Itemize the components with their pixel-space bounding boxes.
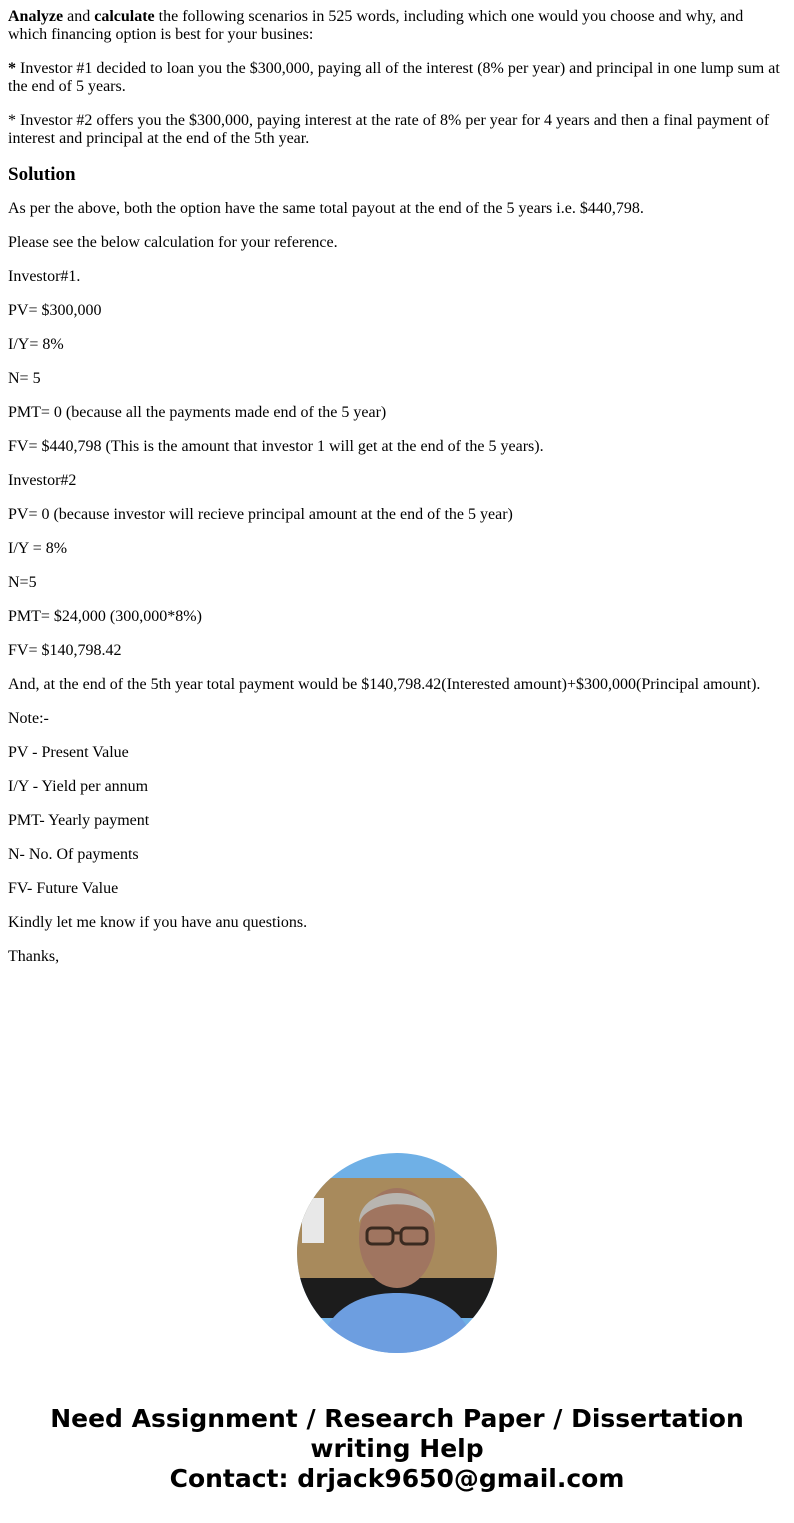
solution-paragraph: Note:- (8, 710, 49, 727)
solution-paragraph: PMT- Yearly payment (8, 812, 150, 829)
solution-paragraph: N=5 (8, 574, 37, 591)
solution-paragraph: Please see the below calculation for your reference. (8, 234, 338, 251)
intro-rest: the following scenarios in 525 words, including which one would you choose and why, and which financing option is best for your busines: (8, 8, 744, 43)
solution-paragraph: FV= $140,798.42 (8, 642, 122, 659)
solution-paragraph: I/Y = 8% (8, 540, 68, 557)
author-avatar (297, 1153, 497, 1353)
banner-contact: Contact: drjack9650@gmail.com (169, 1464, 625, 1493)
bold-analyze: Analyze (8, 8, 64, 25)
solution-paragraph: N= 5 (8, 370, 41, 387)
banner-headline: Need Assignment / Research Paper / Dissertation writing Help (50, 1404, 744, 1463)
question-intro (8, 8, 786, 44)
solution-paragraph: FV= $440,798 (This is the amount that investor 1 will get at the end of the 5 years). (8, 438, 544, 455)
question-bullet-1 (8, 60, 786, 96)
solution-paragraph: Investor#1. (8, 268, 81, 285)
intro-mid: and (63, 8, 95, 25)
solution-paragraph: N- No. Of payments (8, 846, 139, 863)
solution-paragraph: I/Y - Yield per annum (8, 778, 149, 795)
solution-paragraph: FV- Future Value (8, 880, 119, 897)
solution-paragraph: PV= 0 (because investor will recieve principal amount at the end of the 5 year) (8, 506, 513, 523)
solution-paragraph: As per the above, both the option have the same total payout at the end of the 5 years i.e. $440,798. (8, 200, 644, 217)
solution-paragraph: I/Y= 8% (8, 336, 64, 353)
bold-calculate: calculate (94, 8, 155, 25)
solution-paragraph: Kindly let me know if you have anu questions. (8, 914, 308, 931)
solution-paragraph: And, at the end of the 5th year total payment would be $140,798.42(Interested amount)+$300,000(Principal amount). (8, 676, 761, 693)
solution-paragraph: PV= $300,000 (8, 302, 102, 319)
contact-banner (0, 1404, 794, 1494)
bullet-star: * (8, 60, 16, 77)
solution-paragraph: Investor#2 (8, 472, 77, 489)
avatar-photo (297, 1153, 497, 1353)
solution-paragraph: PMT= 0 (because all the payments made end of the 5 year) (8, 404, 387, 421)
solution-paragraph: PMT= $24,000 (300,000*8%) (8, 608, 202, 625)
solution-paragraph: Thanks, (8, 948, 60, 965)
solution-body (8, 200, 786, 966)
question-bullet-2: * Investor #2 offers you the $300,000, paying interest at the rate of 8% per year for 4 years and then a final payment of interest and principal at the end of the 5th year. (8, 112, 770, 147)
bullet-1-text: Investor #1 decided to loan you the $300,000, paying all of the interest (8% per year) and principal in one lump sum at the end of 5 years. (8, 60, 780, 95)
solution-paragraph: PV - Present Value (8, 744, 129, 761)
solution-heading: Solution (8, 164, 76, 185)
